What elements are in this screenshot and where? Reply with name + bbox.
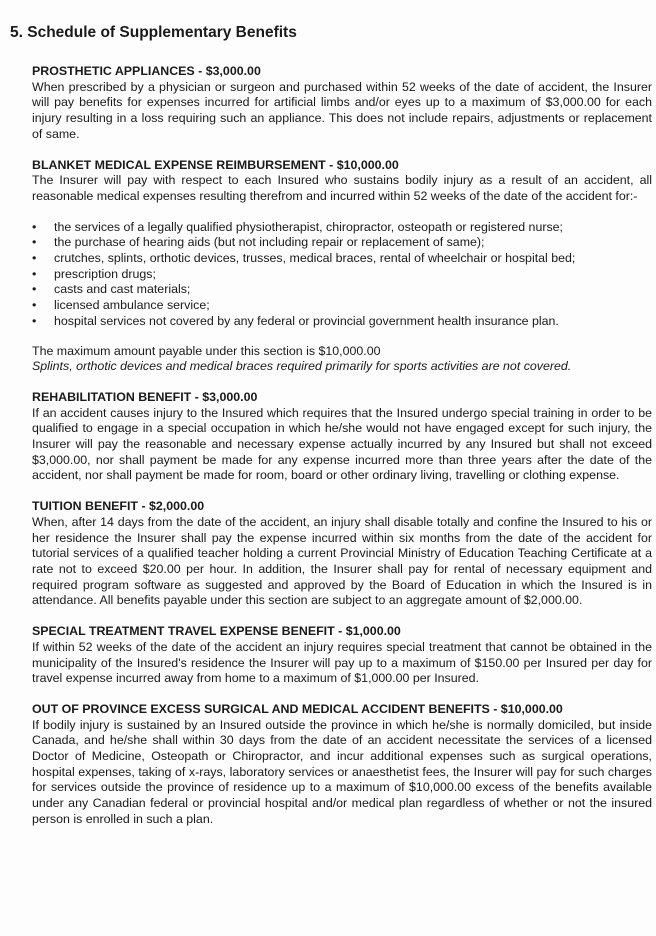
bullet-icon: • xyxy=(32,219,37,234)
list-item: • the services of a legally qualified physiotherapist, chiropractor, osteopath or registered nurse; xyxy=(32,219,563,234)
bullet-icon: • xyxy=(32,235,37,250)
section-body: If within 52 weeks of the date of the accident an injury requires special treatment that cannot be obtained in the municipality of the Insured's residence the Insurer will pay up to a maximum of $150.00 per Insured per day for travel expense incurred away from home to a maximum of $1,000.00 per Insured. xyxy=(32,639,652,686)
document-body xyxy=(32,64,652,843)
section-body: When, after 14 days from the date of the accident, an injury shall disable totally and confine the Insured to his or her residence the Insurer shall pay the expense incurred within six months from the date of the accident for tutorial services of a qualified teacher holding a current Provincial Ministry of Education Teaching Certificate at a rate not to exceed $20.00 per hour. In addition, the Insurer shall pay for rental of necessary equipment and required program software as suggested and approved by the Board of Education in which the Insured is in attendance. All benefits payable under this section are subject to an aggregate amount of $2,000.00. xyxy=(32,514,652,608)
page-title: 5. Schedule of Supplementary Benefits xyxy=(10,24,297,41)
list-item: • the purchase of hearing aids (but not including repair or replacement of same); xyxy=(32,235,485,250)
bullet-icon: • xyxy=(32,298,37,313)
exclusion-note: Splints, orthotic devices and medical braces required primarily for sports activities are not covered. xyxy=(32,359,572,374)
section-body: If bodily injury is sustained by an Insured outside the province in which he/she is normally domiciled, but inside Canada, and he/she shall within 30 days from the date of an accident necessitate the services of a licensed Doctor of Medicine, Osteopath or Chiropractor, and incur additional expenses such as surgical operations, hospital expenses, taking of x-rays, laboratory services or anaesthetist fees, the Insurer will pay for such charges for services outside the province of residence up to a maximum of $10,000.00 excess of the benefits available under any Canadian federal or provincial hospital and/or medical plan regardless of whether or not the insured person is enrolled in such a plan. xyxy=(32,717,652,826)
section-tuition xyxy=(32,499,652,609)
section-title: TUITION BENEFIT - $2,000.00 xyxy=(32,499,205,514)
section-title: OUT OF PROVINCE EXCESS SURGICAL AND MEDICAL ACCIDENT BENEFITS - $10,000.00 xyxy=(32,701,563,716)
list-item: • casts and cast materials; xyxy=(32,282,191,297)
max-amount-note: The maximum amount payable under this section is $10,000.00 xyxy=(32,343,381,358)
section-title: PROSTHETIC APPLIANCES - $3,000.00 xyxy=(32,64,261,78)
section-title: BLANKET MEDICAL EXPENSE REIMBURSEMENT - $10,000.00 xyxy=(32,157,399,172)
section-special-treatment-travel xyxy=(32,624,652,687)
section-title: SPECIAL TREATMENT TRAVEL EXPENSE BENEFIT - $1,000.00 xyxy=(32,624,401,639)
section-rehabilitation xyxy=(32,390,652,484)
bullet-icon: • xyxy=(32,266,37,281)
section-title: REHABILITATION BENEFIT - $3,000.00 xyxy=(32,389,258,404)
bullet-icon: • xyxy=(32,251,37,266)
section-prosthetic-appliances xyxy=(32,64,652,143)
section-blanket-medical xyxy=(32,158,652,375)
list-item: • crutches, splints, orthotic devices, trusses, medical braces, rental of wheelchair or hospital bed; xyxy=(32,251,576,266)
bullet-icon: • xyxy=(32,313,37,328)
list-item: • hospital services not covered by any federal or provincial government health insurance plan. xyxy=(32,313,559,328)
section-body: When prescribed by a physician or surgeon and purchased within 52 weeks of the date of accident, the Insurer will pay benefits for expenses incurred for artificial limbs and/or eyes up to a maximum of $3,000.00 for each injury resulting in a loss requiring such an appliance. This does not include repairs, adjustments or replacement of same. xyxy=(32,79,652,141)
bullet-icon: • xyxy=(32,282,37,297)
section-body: If an accident causes injury to the Insured which requires that the Insured undergo special training in order to be qualified to engage in a special occupation in which he/she would not have engaged except for such injury, the Insurer will pay the reasonable and necessary expense actually incurred by any Insured but shall not exceed $3,000.00, nor shall payment be made for any expense incurred more than three years after the date of the accident, nor shall payment be made for room, board or other ordinary living, travelling or clothing expense. xyxy=(32,405,652,483)
section-body: The Insurer will pay with respect to each Insured who sustains bodily injury as a result of an accident, all reasonable medical expenses resulting therefrom and incurred within 52 weeks of the date of the accident for:- xyxy=(32,173,652,203)
list-item: • prescription drugs; xyxy=(32,266,156,281)
list-item: • licensed ambulance service; xyxy=(32,298,210,313)
section-out-of-province xyxy=(32,702,652,828)
bullet-list xyxy=(32,220,652,330)
